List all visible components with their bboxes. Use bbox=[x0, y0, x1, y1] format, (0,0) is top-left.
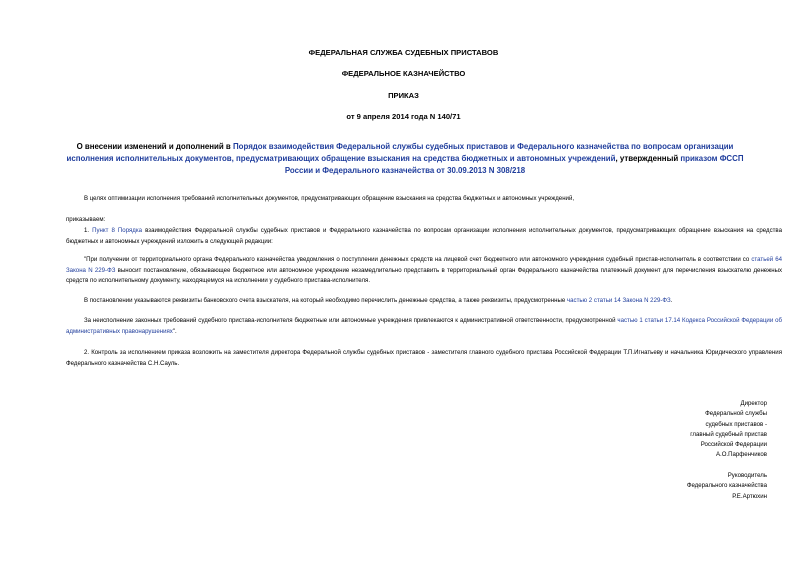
signature-line: Федеральной службы bbox=[705, 410, 767, 418]
quote-1-text-1: "При получении от территориального органа Федерального казначейства уведомления о поступлении денежных средств на лицевой счет бюджетного или автономного учреждения судебный пристав-исполнитель в соответствии со bbox=[84, 256, 752, 263]
signature-line: судебных приставов - bbox=[705, 420, 767, 428]
order-word: приказываем: bbox=[66, 216, 106, 223]
item-2-paragraph: 2. Контроль за исполнением приказа возложить на заместителя директора Федеральной службы судебных приставов - заместителя главного судебного пристава Российской Федерации Т.П.Игнатьеву и начальника Юридического управления Федерального казначейства С.Н.Сауль. bbox=[66, 349, 782, 367]
quote-2-text-1: В постановлении указываются реквизиты банковского счета взыскателя, на который необходимо перечислить денежные средства, а также реквизиты, предусмотренные bbox=[84, 297, 567, 304]
header-doc-type: ПРИКАЗ bbox=[388, 91, 419, 100]
signature-line: Директор bbox=[740, 400, 767, 407]
quote-3-text-2: ". bbox=[172, 327, 177, 335]
signature-line: Руководитель bbox=[727, 472, 767, 479]
quote-1-paragraph bbox=[66, 255, 782, 287]
signature-treasury bbox=[587, 471, 767, 502]
document-title bbox=[55, 141, 755, 177]
title-text-2: , утвержденный bbox=[615, 154, 681, 163]
link-statya-14[interactable]: частью 2 статьи 14 Закона N 229-ФЗ bbox=[566, 297, 671, 304]
title-link-poryadok[interactable]: Порядок взаимодействия Федеральной службы судебных приставов и Федерального казначейства по вопросам организации исполнения исполнительных документов, предусматривающих обращение взыскания на средства бюджетных и автономных учреждений bbox=[66, 142, 734, 163]
quote-2-paragraph bbox=[66, 296, 782, 307]
header-treasury: ФЕДЕРАЛЬНОЕ КАЗНАЧЕЙСТВО bbox=[341, 69, 466, 78]
signature-line: А.О.Парфенчиков bbox=[715, 451, 767, 459]
signature-line: Российской Федерации bbox=[700, 441, 767, 449]
item-1-prefix: 1. bbox=[84, 227, 93, 234]
signature-line: Федерального казначейства bbox=[686, 482, 767, 490]
intro-paragraph: В целях оптимизации исполнения требований исполнительных документов, предусматривающих обращение взыскания на средства бюджетных и автономных учреждений, bbox=[84, 195, 575, 202]
quote-2-text-2: . bbox=[670, 297, 673, 304]
signature-line: Р.Е.Артюхин bbox=[732, 492, 767, 500]
quote-3-text-1: За неисполнение законных требований судебного пристава-исполнителя бюджетные или автономные учреждения привлекаются к административной ответственности, предусмотренной bbox=[84, 317, 618, 324]
quote-3-paragraph bbox=[66, 316, 782, 337]
item-1-text: взаимодействия Федеральной службы судебных приставов и Федерального казначейства по вопросам организации исполнения исполнительных документов, предусматривающих обращение взыскания на средства бюджетных и автономных учреждений изложить в следующей редакции: bbox=[66, 227, 782, 245]
title-text-1: О внесении изменений и дополнений в bbox=[76, 142, 233, 151]
header-service: ФЕДЕРАЛЬНАЯ СЛУЖБА СУДЕБНЫХ ПРИСТАВОВ bbox=[308, 48, 499, 57]
link-punkt-8[interactable]: Пункт 8 bbox=[92, 227, 115, 234]
signature-director bbox=[587, 399, 767, 461]
header-date-number: от 9 апреля 2014 года N 140/71 bbox=[346, 112, 461, 121]
signature-line: главный судебный пристав bbox=[690, 430, 767, 438]
link-statya-64[interactable]: статьей 64 Закона N 229-ФЗ bbox=[66, 256, 782, 274]
link-poryadka[interactable]: Порядка bbox=[117, 227, 143, 234]
item-1-paragraph bbox=[66, 226, 782, 247]
link-koap-17-14[interactable]: частью 1 статьи 17.14 Кодекса Российской Федерации об административных правонарушениях bbox=[66, 317, 782, 335]
quote-1-text-2: выносит постановление, обязывающее бюджетное или автономное учреждение незамедлительно представить в территориальный орган Федерального казначейства платежный документ для перечисления взыскателю денежных средств по исполнительному документу, находящемуся на исполнении у судебного пристава-исполнителя. bbox=[66, 266, 782, 284]
title-link-prikaz[interactable]: приказом ФССП России и Федерального казначейства от 30.09.2013 N 308/218 bbox=[284, 154, 744, 175]
